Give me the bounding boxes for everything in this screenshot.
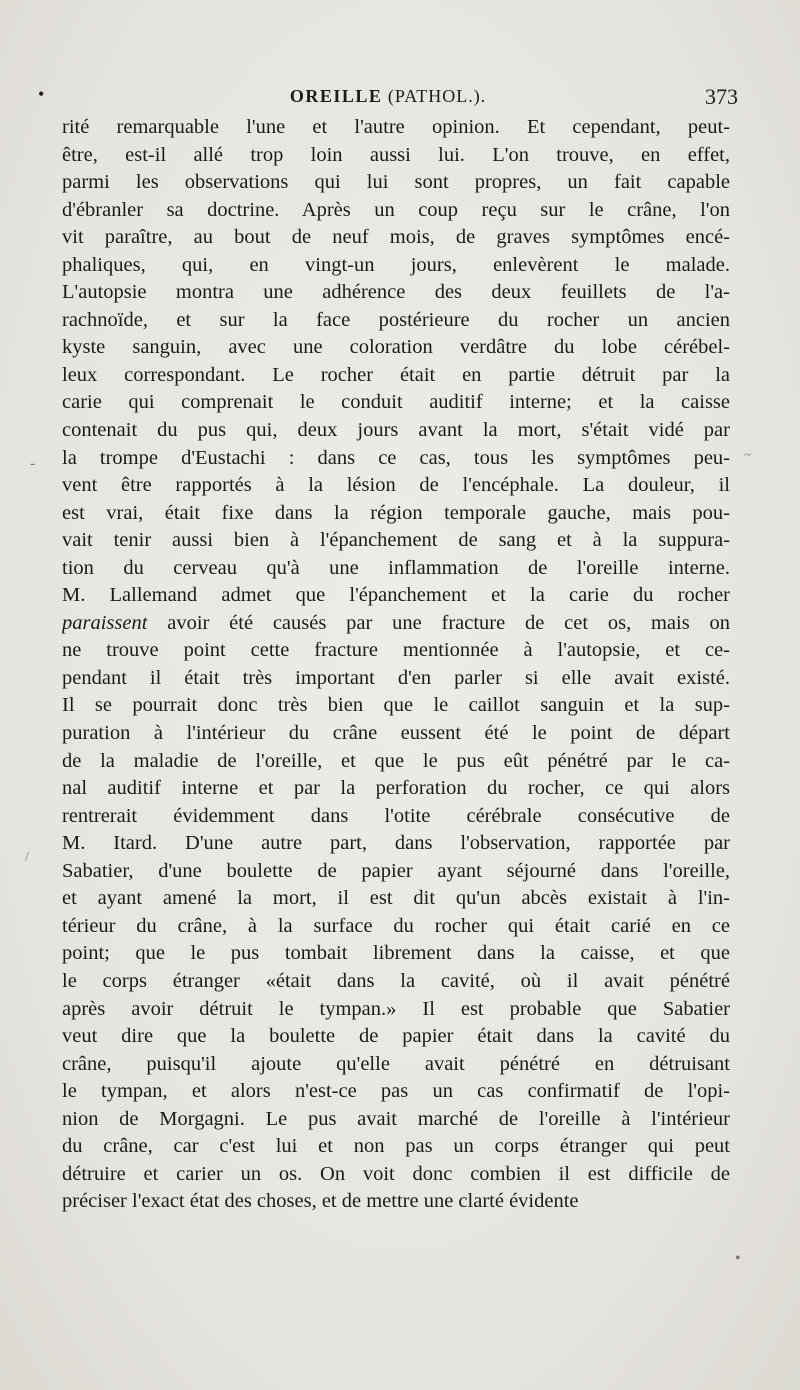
text-line: M. Itard. D'une autre part, dans l'observation, rapportée par bbox=[62, 832, 730, 855]
margin-tick-mark: / bbox=[25, 850, 29, 865]
text-line: veut dire que la boulette de papier était dans la cavité du bbox=[62, 1025, 730, 1048]
text-line: être, est-il allé trop loin aussi lui. L'on trouve, en effet, bbox=[62, 143, 730, 166]
bullet-mark: • bbox=[38, 84, 45, 104]
text-line-italic-start bbox=[62, 610, 730, 638]
text-line: carie qui comprenait le conduit auditif interne; et la caisse bbox=[62, 391, 730, 414]
text-line: rentrerait évidemment dans l'otite cérébrale consécutive de bbox=[62, 804, 730, 827]
page-title-main: OREILLE bbox=[289, 86, 383, 106]
text-line: crâne, puisqu'il ajoute qu'elle avait pénétré en détruisant bbox=[62, 1052, 730, 1075]
text-line: le corps étranger «était dans la cavité, où il avait pénétré bbox=[62, 969, 730, 992]
text-line: phaliques, qui, en vingt-un jours, enlevèrent le malade. bbox=[62, 253, 730, 276]
text-line: leux correspondant. Le rocher était en partie détruit par la bbox=[62, 363, 730, 386]
text-line: Sabatier, d'une boulette de papier ayant séjourné dans l'oreille, bbox=[62, 859, 730, 882]
italic-word: paraissent bbox=[62, 611, 148, 634]
text-line: est vrai, était fixe dans la région temporale gauche, mais pou- bbox=[62, 501, 730, 524]
text-line: préciser l'exact état des choses, et de mettre une clarté évidente bbox=[62, 1190, 579, 1213]
text-line: térieur du crâne, à la surface du rocher qui était carié en ce bbox=[62, 914, 730, 937]
text-line: et ayant amené la mort, il est dit qu'un abcès existait à l'in- bbox=[62, 887, 730, 910]
text-line: puration à l'intérieur du crâne eussent été le point de départ bbox=[62, 722, 730, 745]
text-line: après avoir détruit le tympan.» Il est probable que Sabatier bbox=[62, 997, 730, 1020]
margin-dash-mark: - bbox=[30, 455, 36, 472]
text-line: de la maladie de l'oreille, et que le pus eût pénétré par le ca- bbox=[62, 749, 730, 772]
text-line: kyste sanguin, avec une coloration verdâtre du lobe cérébel- bbox=[62, 336, 730, 359]
text-line: nion de Morgagni. Le pus avait marché de l'oreille à l'intérieur bbox=[62, 1107, 730, 1130]
text-line: rité remarquable l'une et l'autre opinion. Et cependant, peut- bbox=[62, 116, 730, 138]
ink-speck-mark: • bbox=[735, 1250, 741, 1267]
text-line: nal auditif interne et par la perforation du rocher, ce qui alors bbox=[62, 777, 730, 800]
text-line: vait tenir aussi bien à l'épanchement de sang et à la suppura- bbox=[62, 529, 730, 552]
text-line: point; que le pus tombait librement dans la caisse, et que bbox=[62, 942, 730, 965]
text-line: la trompe d'Eustachi : dans ce cas, tous les symptômes peu- bbox=[62, 446, 730, 469]
page-number: 373 bbox=[705, 84, 738, 109]
text-line: parmi les observations qui lui sont propres, un fait capable bbox=[62, 171, 730, 194]
text-line: d'ébranler sa doctrine. Après un coup reçu sur le crâne, l'on bbox=[62, 198, 730, 221]
text-line: du crâne, car c'est lui et non pas un corps étranger qui peut bbox=[62, 1135, 730, 1158]
text-line: le tympan, et alors n'est-ce pas un cas confirmatif de l'opi- bbox=[62, 1080, 730, 1103]
text-line: L'autopsie montra une adhérence des deux feuillets de l'a- bbox=[62, 281, 730, 304]
line-rest: avoir été causés par une fracture de cet os, mais on bbox=[147, 611, 730, 634]
text-line: rachnoïde, et sur la face postérieure du rocher un ancien bbox=[62, 308, 730, 331]
text-line: Il se pourrait donc très bien que le caillot sanguin et la sup- bbox=[62, 694, 730, 717]
text-line: contenait du pus qui, deux jours avant la mort, s'était vidé par bbox=[62, 419, 730, 442]
text-line: M. Lallemand admet que l'épanchement et la carie du rocher bbox=[62, 584, 730, 607]
text-line: pendant il était très important d'en parler si elle avait existé. bbox=[62, 666, 730, 689]
text-body bbox=[62, 114, 730, 1216]
margin-tick-mark: ~ bbox=[744, 448, 752, 463]
text-line: ne trouve point cette fracture mentionnée à l'autopsie, et ce- bbox=[62, 639, 730, 662]
text-line: vent être rapportés à la lésion de l'encéphale. La douleur, il bbox=[62, 474, 730, 497]
page-title bbox=[38, 86, 738, 107]
page-title-sub: (PATHOL.). bbox=[387, 86, 487, 106]
text-line: vit paraître, au bout de neuf mois, de graves symptômes encé- bbox=[62, 226, 730, 249]
text-line: détruire et carier un os. On voit donc combien il est difficile de bbox=[62, 1162, 730, 1185]
running-header bbox=[38, 80, 738, 110]
text-line: tion du cerveau qu'à une inflammation de l'oreille interne. bbox=[62, 556, 730, 579]
